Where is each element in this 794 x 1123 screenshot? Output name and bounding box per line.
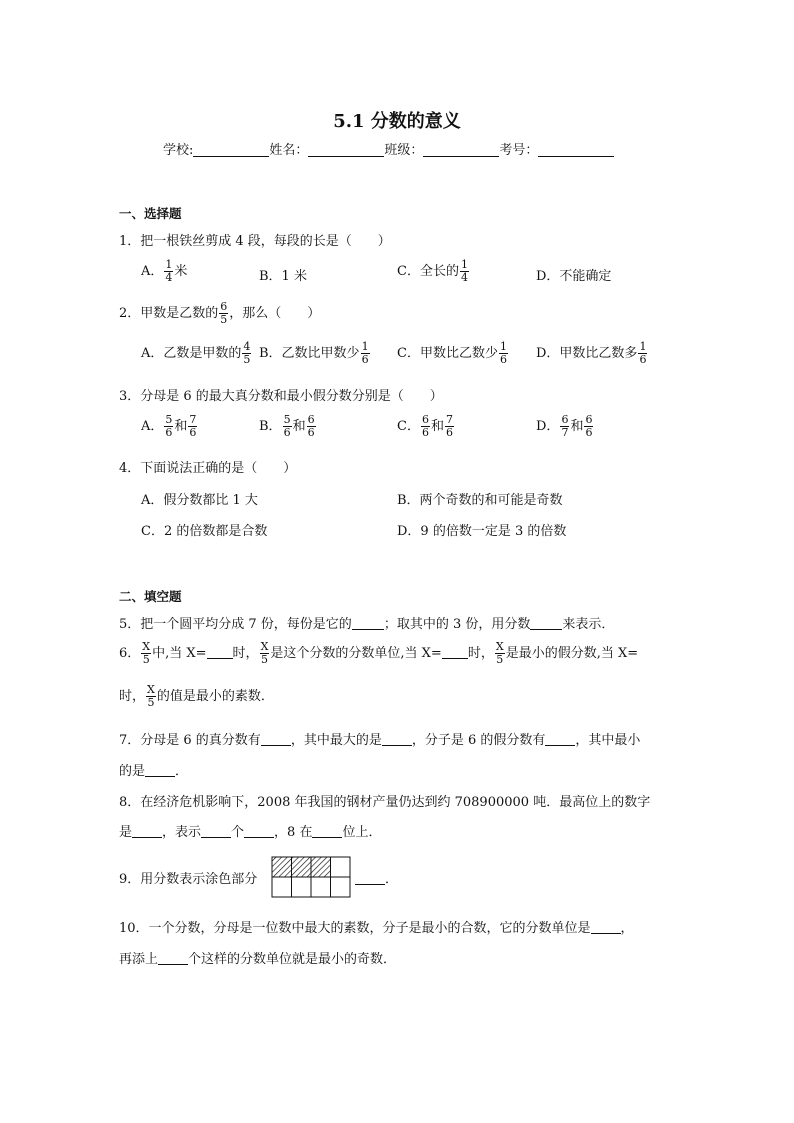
- question-7-line-1: [119, 729, 640, 748]
- school-blank[interactable]: [193, 142, 269, 157]
- option-label: B．: [259, 419, 282, 434]
- question-4-stem: 4．下面说法正确的是（ ）: [119, 461, 297, 476]
- name-blank[interactable]: [308, 142, 384, 157]
- section-multiple-choice: 一、选择题: [119, 206, 182, 221]
- question-text: 时，: [467, 646, 494, 661]
- denominator: 6: [189, 426, 197, 439]
- denominator: 5: [220, 313, 228, 326]
- question-3-stem: 3．分母是 6 的最大真分数和最小假分数分别是（ ）: [119, 389, 443, 404]
- and-word: 和: [174, 419, 188, 434]
- stem-text: ，那么（ ）: [229, 306, 321, 321]
- question-text: 个这样的分数单位就是最小的奇数．: [188, 952, 397, 967]
- fraction: [361, 341, 370, 366]
- fraction: [146, 684, 156, 709]
- answer-blank[interactable]: [132, 824, 162, 838]
- denominator: 5: [496, 653, 504, 666]
- answer-blank[interactable]: [545, 732, 575, 746]
- question-8-line-2: [119, 821, 381, 840]
- question-10-line-1: [119, 917, 634, 936]
- shaded-cell: [311, 857, 331, 877]
- option-text: A．乙数是甲数的: [141, 346, 242, 361]
- and-word: 和: [430, 419, 444, 434]
- numerator: 5: [165, 413, 173, 426]
- fraction: [164, 414, 173, 439]
- q4-option-a[interactable]: A．假分数都比 1 大: [141, 493, 258, 508]
- denominator: 6: [639, 353, 647, 366]
- question-text: 个: [231, 825, 245, 840]
- fraction: [445, 414, 454, 439]
- q2-option-a[interactable]: [141, 341, 252, 366]
- and-word: 和: [570, 419, 584, 434]
- question-text: 是: [119, 825, 133, 840]
- numerator: 1: [499, 340, 507, 353]
- fraction: [164, 259, 173, 284]
- option-text: B．乙数比甲数少: [259, 346, 360, 361]
- numerator: 6: [421, 413, 429, 426]
- option-text: 米: [174, 264, 188, 279]
- student-info-line: [163, 139, 614, 158]
- denominator: 4: [460, 271, 468, 284]
- question-5: [119, 613, 614, 632]
- question-text: 来表示．: [562, 617, 615, 632]
- question-text: 时，: [119, 689, 146, 704]
- question-9-stem: 9．用分数表示涂色部分: [119, 872, 258, 887]
- section-fill-blanks: 二、填空题: [119, 589, 182, 604]
- fraction: [421, 414, 430, 439]
- question-text: 位上．: [342, 825, 382, 840]
- fraction: [188, 414, 197, 439]
- question-text: 是这个分数的分数单位,当 X=: [270, 646, 442, 661]
- numerator: 1: [165, 258, 173, 271]
- numerator: 1: [639, 340, 647, 353]
- q3-option-c[interactable]: [397, 414, 455, 439]
- denominator: 6: [361, 353, 369, 366]
- question-8-line-1: 8．在经济危机影响下，2008 年我国的钢材产量仍达到约 708900000 吨．最高位上的数字: [119, 795, 651, 810]
- option-label: D．: [536, 419, 560, 434]
- option-label: C．: [397, 419, 420, 434]
- question-text: ，表示: [162, 825, 202, 840]
- fraction: [584, 414, 593, 439]
- denominator: 5: [142, 653, 150, 666]
- fraction: [495, 641, 505, 666]
- answer-blank[interactable]: [201, 824, 231, 838]
- numerator: 5: [283, 413, 291, 426]
- q3-option-b[interactable]: [259, 414, 317, 439]
- numerator: 1: [460, 258, 468, 271]
- question-text: 时，: [232, 646, 259, 661]
- numerator: X: [142, 640, 151, 653]
- q4-option-c[interactable]: C．2 的倍数都是合数: [141, 524, 268, 539]
- class-blank[interactable]: [423, 142, 499, 157]
- question-text: 5．把一个圆平均分成 7 份，每份是它的: [119, 617, 352, 632]
- fraction: [560, 414, 569, 439]
- exam-no-blank[interactable]: [538, 142, 614, 157]
- answer-blank[interactable]: [591, 920, 621, 934]
- numerator: 6: [585, 413, 593, 426]
- numerator: X: [260, 640, 269, 653]
- fraction: [219, 301, 228, 326]
- unshaded-cell: [292, 877, 312, 897]
- numerator: 6: [561, 413, 569, 426]
- name-label: 姓名：: [269, 143, 309, 158]
- numerator: 7: [445, 413, 453, 426]
- question-text: 是最小的假分数,当 X=: [505, 646, 639, 661]
- numerator: X: [495, 640, 504, 653]
- question-10-line-2: [119, 948, 396, 967]
- numerator: 4: [243, 340, 251, 353]
- q2-option-c[interactable]: [397, 341, 509, 366]
- question-text: 再添上: [119, 952, 159, 967]
- question-text: 中,当 X=: [152, 646, 207, 661]
- q3-option-d[interactable]: [536, 414, 594, 439]
- question-9-answer: [355, 868, 398, 887]
- fraction: [460, 259, 469, 284]
- denominator: 6: [499, 353, 507, 366]
- grid-cells: [272, 857, 350, 897]
- numerator: X: [147, 683, 155, 696]
- question-text: 的是: [119, 764, 146, 779]
- denominator: 6: [283, 426, 291, 439]
- stem-text: 2．甲数是乙数的: [119, 306, 219, 321]
- question-text: 10．一个分数，分母是一位数中最大的素数，分子是最小的合数，它的分数单位是: [119, 921, 591, 936]
- question-text: ；取其中的 3 份，用分数: [383, 617, 531, 632]
- shaded-cell: [292, 857, 312, 877]
- q3-option-a[interactable]: [141, 414, 198, 439]
- numerator: 7: [189, 413, 197, 426]
- and-word: 和: [292, 419, 306, 434]
- fraction: [499, 341, 508, 366]
- q4-option-d[interactable]: D．9 的倍数一定是 3 的倍数: [397, 524, 567, 539]
- question-7-line-2: [119, 760, 188, 779]
- option-text: C．全长的: [397, 264, 459, 279]
- exam-no-label: 考号：: [499, 143, 539, 158]
- answer-blank[interactable]: [382, 732, 412, 746]
- answer-blank[interactable]: [312, 824, 342, 838]
- question-text: ，: [620, 921, 634, 936]
- option-label: A．: [141, 264, 164, 279]
- numerator: 6: [307, 413, 315, 426]
- question-number: 6．: [119, 646, 141, 661]
- fraction: [638, 341, 647, 366]
- page-title: 5.1 分数的意义: [333, 111, 461, 132]
- unshaded-cell: [272, 877, 292, 897]
- fraction: [260, 641, 270, 666]
- denominator: 5: [260, 653, 268, 666]
- answer-blank[interactable]: [158, 951, 188, 965]
- question-2-stem: [119, 301, 320, 326]
- unshaded-cell: [331, 877, 351, 897]
- question-text: ，8 在: [274, 825, 313, 840]
- denominator: 6: [445, 426, 453, 439]
- denominator: 6: [585, 426, 593, 439]
- fraction: [307, 414, 316, 439]
- question-text: ．: [175, 764, 189, 779]
- numerator: 6: [220, 300, 228, 313]
- class-label: 班级：: [384, 143, 424, 158]
- question-text: ，其中最大的是: [290, 733, 382, 748]
- question-text: ．: [385, 872, 399, 887]
- unshaded-cell: [311, 877, 331, 897]
- answer-blank[interactable]: [442, 645, 468, 659]
- question-text: ，其中最小: [575, 733, 641, 748]
- question-1-stem: 1．把一根铁丝剪成 4 段，每段的长是（ ）: [119, 234, 391, 249]
- denominator: 7: [561, 426, 569, 439]
- q2-option-d[interactable]: [536, 341, 648, 366]
- option-text: C．甲数比乙数少: [397, 346, 498, 361]
- denominator: 6: [165, 426, 173, 439]
- answer-blank[interactable]: [207, 645, 233, 659]
- answer-blank[interactable]: [244, 824, 274, 838]
- denominator: 6: [307, 426, 315, 439]
- q4-option-b[interactable]: B．两个奇数的和可能是奇数: [397, 493, 563, 508]
- answer-blank[interactable]: [355, 871, 385, 885]
- q1-option-b[interactable]: B．1 米: [259, 269, 307, 284]
- answer-blank[interactable]: [145, 763, 175, 777]
- fraction: [242, 341, 251, 366]
- question-text: ，分子是 6 的假分数有: [411, 733, 546, 748]
- question-text: 的值是最小的素数．: [156, 689, 274, 704]
- q1-option-c[interactable]: [397, 259, 470, 284]
- answer-blank[interactable]: [530, 616, 562, 630]
- question-6-line-2: [119, 684, 274, 709]
- numerator: 1: [361, 340, 369, 353]
- denominator: 5: [243, 353, 251, 366]
- answer-blank[interactable]: [352, 616, 384, 630]
- unshaded-cell: [331, 857, 351, 877]
- fraction: [283, 414, 292, 439]
- question-6-line-1: [119, 641, 638, 666]
- shaded-grid-figure: [271, 856, 353, 898]
- school-label: 学校:: [163, 143, 194, 158]
- q1-option-d[interactable]: D．不能确定: [536, 269, 612, 284]
- q2-option-b[interactable]: [259, 341, 371, 366]
- denominator: 5: [147, 696, 155, 709]
- question-text: 7．分母是 6 的真分数有: [119, 733, 261, 748]
- shaded-cell: [272, 857, 292, 877]
- denominator: 6: [421, 426, 429, 439]
- q1-option-a[interactable]: [141, 259, 187, 284]
- answer-blank[interactable]: [261, 732, 291, 746]
- option-text: D．甲数比乙数多: [536, 346, 638, 361]
- denominator: 4: [165, 271, 173, 284]
- fraction: [141, 641, 151, 666]
- option-label: A．: [141, 419, 164, 434]
